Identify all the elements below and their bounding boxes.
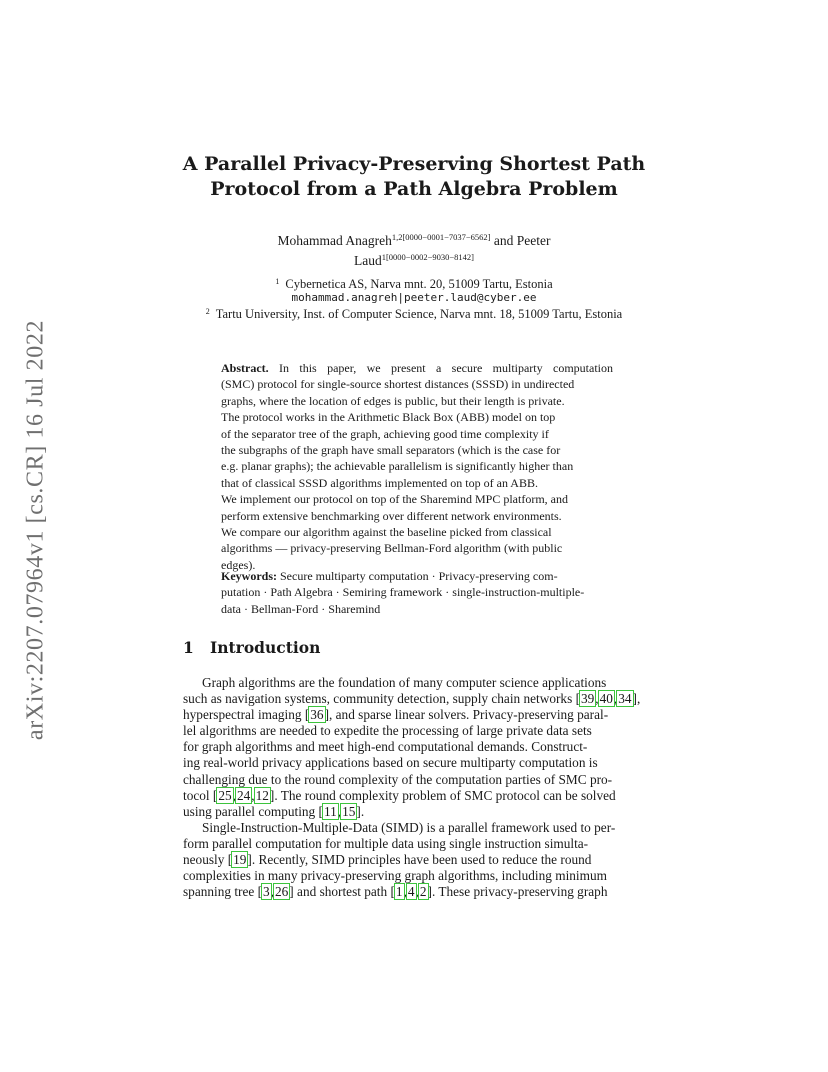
body-line: neously [19]. Recently, SIMD principles have been used to reduce the round bbox=[183, 852, 592, 868]
citation-link[interactable]: 12 bbox=[255, 787, 269, 803]
citation-link[interactable]: 26 bbox=[275, 884, 289, 900]
affiliation-1-mark: 1 bbox=[275, 277, 280, 286]
section-heading bbox=[183, 638, 320, 657]
abstract-line: perform extensive benchmarking over different network environments. bbox=[221, 508, 562, 523]
citation-link[interactable]: 3 bbox=[263, 884, 270, 900]
abstract-line: Abstract. In this paper, we present a secure multiparty computation bbox=[221, 361, 613, 375]
abstract-line: We implement our protocol on top of the Sharemind MPC platform, and bbox=[221, 492, 568, 507]
body-line: lel algorithms are needed to expedite the processing of large private data sets bbox=[183, 723, 592, 739]
authors-conjunction: and Peeter bbox=[490, 233, 551, 248]
author-2-orcid: 1[0000−0002−9030−8142] bbox=[381, 252, 475, 262]
body-line: tocol [25,24,12]. The round complexity problem of SMC protocol can be solved bbox=[183, 787, 616, 803]
keywords-line: putation · Path Algebra · Semiring framework · single-instruction-multiple- bbox=[221, 585, 585, 600]
body-line: such as navigation systems, community detection, supply chain networks [39,40,34], bbox=[183, 691, 641, 707]
citation-link[interactable]: 24 bbox=[236, 787, 251, 803]
arxiv-side-stamp: arXiv:2207.07964v1 [cs.CR] 16 Jul 2022 bbox=[22, 319, 49, 741]
citation-link[interactable]: 36 bbox=[310, 707, 324, 723]
citation-link[interactable]: 15 bbox=[342, 803, 356, 819]
body-line: challenging due to the round complexity of the computation parties of SMC pro- bbox=[183, 771, 613, 787]
body-text bbox=[183, 675, 651, 900]
title-line-1: A Parallel Privacy-Preserving Shortest Path bbox=[182, 153, 646, 175]
body-line: for graph algorithms and meet high-end computational demands. Construct- bbox=[183, 739, 588, 755]
citation-link[interactable]: 4 bbox=[407, 884, 415, 900]
body-line: complexities in many privacy-preserving graph algorithms, including minimum bbox=[183, 868, 607, 884]
body-line: form parallel computation for multiple data using single instruction simulta- bbox=[183, 835, 589, 851]
section-number: 1 bbox=[183, 638, 194, 657]
authors-line-1 bbox=[0, 229, 828, 249]
body-line: Graph algorithms are the foundation of many computer science applications bbox=[202, 675, 607, 690]
author-1-orcid: 1,2[0000−0001−7037−6562] bbox=[391, 232, 491, 242]
section-title: Introduction bbox=[210, 638, 321, 657]
author-emails[interactable]: mohammad.anagreh|peeter.laud@cyber.ee bbox=[291, 291, 537, 304]
citation-link[interactable]: 11 bbox=[323, 803, 337, 819]
abstract bbox=[221, 360, 613, 573]
abstract-label: Abstract. bbox=[221, 361, 269, 375]
citation-link[interactable]: 2 bbox=[419, 884, 427, 900]
authors-block bbox=[0, 229, 828, 269]
affiliation-2-text: Tartu University, Inst. of Computer Science, Narva mnt. 18, 51009 Tartu, Estonia bbox=[215, 307, 623, 321]
body-line: hyperspectral imaging [36], and sparse linear solvers. Privacy-preserving paral- bbox=[183, 707, 609, 723]
citation-link[interactable]: 1 bbox=[395, 884, 403, 900]
abstract-line: of the separator tree of the graph, achieving good time complexity if bbox=[221, 426, 549, 441]
abstract-line: algorithms — privacy-preserving Bellman-Ford algorithm (with public bbox=[221, 541, 563, 556]
citation-link[interactable]: 25 bbox=[218, 787, 232, 803]
authors-line-2 bbox=[0, 249, 828, 269]
affiliation-2-mark: 2 bbox=[205, 307, 210, 316]
keywords-line: data · Bellman-Ford · Sharemind bbox=[221, 601, 381, 616]
abstract-line: (SMC) protocol for single-source shortest distances (SSSD) in undirected bbox=[221, 377, 575, 392]
body-line: using parallel computing [11,15]. bbox=[183, 803, 365, 819]
abstract-line: the subgraphs of the graph have small separators (which is the case for bbox=[221, 443, 561, 458]
keywords bbox=[221, 568, 621, 617]
abstract-line: The protocol works in the Arithmetic Black Box (ABB) model on top bbox=[221, 410, 556, 425]
keywords-line: Keywords: Secure multiparty computation · Privacy-preserving com- bbox=[221, 569, 558, 583]
abstract-line: edges). bbox=[221, 557, 256, 572]
author-1-name: Mohammad Anagreh bbox=[277, 233, 392, 248]
title-line-2: Protocol from a Path Algebra Problem bbox=[210, 178, 618, 200]
abstract-line: graphs, where the location of edges is public, but their length is private. bbox=[221, 393, 565, 408]
keywords-label: Keywords: bbox=[221, 569, 277, 583]
abstract-line: We compare our algorithm against the baseline picked from classical bbox=[221, 525, 552, 540]
citation-link[interactable]: 19 bbox=[233, 852, 247, 868]
body-line: ing real-world privacy applications based on secure multiparty computation is bbox=[183, 755, 598, 771]
author-2-name: Laud bbox=[353, 253, 382, 268]
body-line: Single-Instruction-Multiple-Data (SIMD) is a parallel framework used to per- bbox=[202, 819, 616, 835]
abstract-line: that of classical SSSD algorithms implemented on top of an ABB. bbox=[221, 475, 538, 490]
citation-link[interactable]: 40 bbox=[599, 691, 613, 707]
paper-title bbox=[0, 152, 828, 202]
abstract-line: e.g. planar graphs); the achievable parallelism is significantly higher than bbox=[221, 459, 574, 474]
citation-link[interactable]: 39 bbox=[581, 691, 595, 707]
citation-link[interactable]: 34 bbox=[618, 691, 632, 707]
affiliation-1-text: Cybernetica AS, Narva mnt. 20, 51009 Tartu, Estonia bbox=[285, 277, 553, 291]
affiliation-2 bbox=[0, 304, 828, 322]
body-line: spanning tree [3,26] and shortest path [1,4,2]. These privacy-preserving graph bbox=[183, 884, 608, 900]
